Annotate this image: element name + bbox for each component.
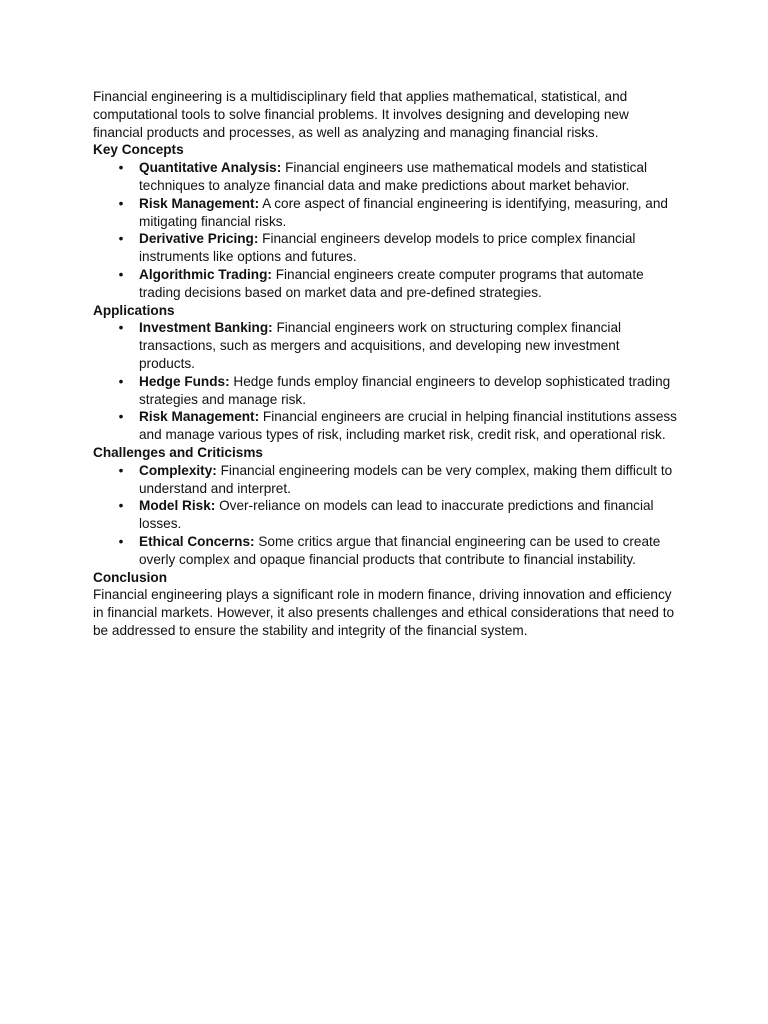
bullet-icon: • [118, 409, 124, 425]
list-item [93, 319, 678, 372]
item-term: Ethical Concerns: [139, 533, 255, 549]
item-term: Risk Management: [139, 195, 260, 211]
section-heading-challenges: Challenges and Criticisms [93, 444, 263, 460]
item-text: Financial engineers work on structuring complex financial transactions, such as mergers and acquisitions, and developing new investment products. [139, 320, 622, 371]
intro-paragraph: Financial engineering is a multidisciplinary field that applies mathematical, statistical, and computational tools to solve financial problems. It involves designing and developing new financial products and processes, as well as analyzing and managing financial risks. [93, 89, 629, 140]
list-item [93, 230, 678, 266]
item-term: Algorithmic Trading: [139, 266, 272, 282]
list-item [93, 408, 678, 444]
bullet-icon: • [118, 195, 124, 211]
section-heading-key-concepts: Key Concepts [93, 142, 184, 158]
item-term: Complexity: [139, 462, 217, 478]
list-item [93, 159, 678, 195]
item-term: Investment Banking: [139, 320, 273, 336]
bullet-icon: • [118, 462, 124, 478]
item-text: Over-reliance on models can lead to inaccurate predictions and financial losses. [139, 498, 654, 532]
bullet-icon: • [118, 533, 124, 549]
section-heading-conclusion: Conclusion [93, 569, 168, 585]
item-text: A core aspect of financial engineering is identifying, measuring, and mitigating financial risks. [139, 195, 668, 229]
bullet-icon: • [118, 498, 124, 514]
list-item [93, 373, 678, 409]
item-text: Financial engineering models can be very complex, making them difficult to understand and interpret. [139, 462, 673, 496]
bullet-icon: • [118, 320, 124, 336]
applications-list [93, 319, 678, 444]
key-concepts-list [93, 159, 678, 301]
list-item [93, 462, 678, 498]
list-item [93, 533, 678, 569]
item-text: Financial engineers are crucial in helping financial institutions assess and manage various types of risk, including market risk, credit risk, and operational risk. [139, 409, 677, 443]
list-item [93, 195, 678, 231]
bullet-icon: • [118, 231, 124, 247]
conclusion-paragraph: Financial engineering plays a significant role in modern finance, driving innovation and efficiency in financial markets. However, it also presents challenges and ethical considerations that need to be addressed to ensure the stability and integrity of the financial system. [93, 587, 675, 638]
challenges-list [93, 462, 678, 569]
item-text: Financial engineers use mathematical models and statistical techniques to analyze financial data and make predictions about market behavior. [139, 160, 647, 193]
item-term: Model Risk: [139, 498, 216, 514]
bullet-icon: • [118, 373, 124, 389]
item-term: Quantitative Analysis: [139, 160, 282, 176]
item-term: Derivative Pricing: [139, 231, 259, 247]
item-term: Risk Management: [139, 409, 260, 425]
bullet-icon: • [118, 160, 124, 176]
item-text: Some critics argue that financial engineering can be used to create overly complex and opaque financial products that contribute to financial instability. [139, 533, 661, 567]
bullet-icon: • [118, 266, 124, 282]
item-text: Financial engineers create computer programs that automate trading decisions based on market data and pre-defined strategies. [139, 266, 644, 300]
document-page [93, 88, 678, 640]
list-item [93, 266, 678, 302]
list-item [93, 497, 678, 533]
item-text: Financial engineers develop models to price complex financial instruments like options and futures. [139, 231, 636, 265]
item-term: Hedge Funds: [139, 373, 230, 389]
section-heading-applications: Applications [93, 302, 175, 318]
item-text: Hedge funds employ financial engineers to develop sophisticated trading strategies and manage risk. [139, 373, 671, 407]
